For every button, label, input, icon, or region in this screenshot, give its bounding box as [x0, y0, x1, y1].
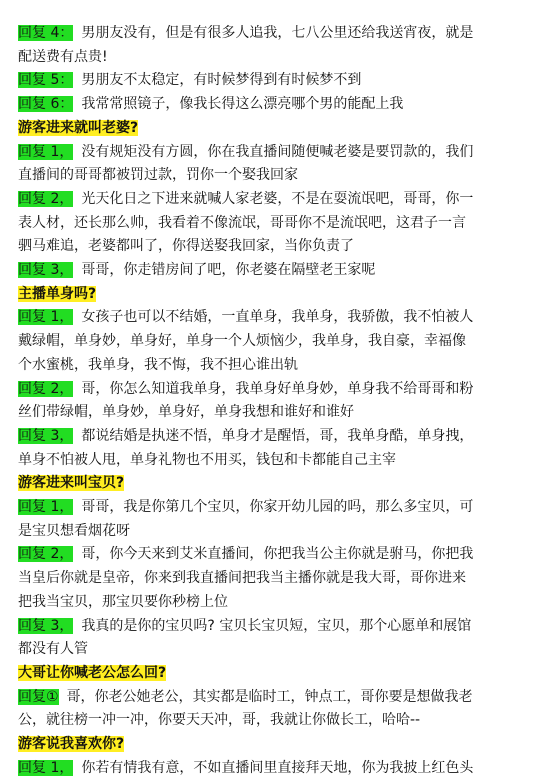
reply-tag: 回复 1， [18, 143, 74, 160]
text-line [18, 686, 538, 710]
reply-tag: 回复 5： [18, 72, 74, 89]
line-text: 表人材，还长那么帅，我看着不像流氓，哥哥你不是流氓吧，这君子一言 [18, 214, 466, 231]
reply-tag: 回复 3， [18, 262, 74, 279]
reply-tag: 回复 3， [18, 427, 74, 444]
text-line [18, 69, 538, 93]
line-text: 戴绿帽，单身妙，单身好，单身一个人烦恼少，我单身，我自豪，幸福像 [18, 333, 466, 350]
text-line [18, 141, 538, 165]
text-line [18, 567, 538, 591]
text-line [18, 188, 538, 212]
line-text: 男朋友没有，但是有很多人追我，七八公里还给我送宵夜，就是 [81, 25, 474, 41]
line-text: 单身不怕被人甩，单身礼物也不用买，钱包和卡都能自己主宰 [18, 451, 396, 468]
document-page [18, 22, 538, 781]
line-text: 哥，你老公她老公，其实都是临时工，钟点工，哥你要是想做我老 [66, 688, 473, 705]
reply-tag: 回复 1， [18, 499, 74, 516]
line-text: 都说结婚是执迷不悟，单身才是醒悟，哥，我单身酷，单身拽， [81, 427, 474, 444]
reply-tag: 回复 2， [18, 546, 74, 563]
text-line [18, 22, 538, 46]
line-text: 直播间的哥哥都被罚过款，罚你一个娶我回家 [18, 167, 298, 184]
text-line [18, 235, 538, 259]
reply-tag: 回复 1， [18, 309, 74, 326]
text-line [18, 306, 538, 330]
section-heading [18, 733, 538, 757]
reply-tag: 回复① [18, 688, 59, 705]
section-heading [18, 472, 538, 496]
reply-tag: 回复 2， [18, 190, 74, 207]
reply-tag: 回复 4： [18, 25, 74, 41]
text-line [18, 401, 538, 425]
question-highlight: 游客进来叫宝贝? [18, 475, 125, 492]
text-line [18, 520, 538, 544]
text-line [18, 757, 538, 781]
text-line [18, 259, 538, 283]
reply-tag: 回复 6： [18, 96, 74, 113]
section-heading [18, 117, 538, 141]
text-line [18, 93, 538, 117]
question-highlight: 游客进来就叫老婆? [18, 119, 139, 136]
text-line [18, 591, 538, 615]
line-text: 哥，你今天来到艾米直播间，你把我当公主你就是驸马，你把我 [81, 546, 474, 563]
line-text: 你若有情我有意，不如直播间里直接拜天地，你为我披上红色头 [81, 759, 474, 776]
line-text: 把我当宝贝，那宝贝要你秒榜上位 [18, 593, 228, 610]
text-line [18, 378, 538, 402]
section-heading [18, 283, 538, 307]
reply-tag: 回复 1， [18, 759, 74, 776]
text-line [18, 212, 538, 236]
text-line [18, 354, 538, 378]
reply-tag: 回复 3， [18, 617, 74, 634]
line-text: 我常常照镜子，像我长得这么漂亮哪个男的能配上我 [81, 96, 404, 113]
line-text: 哥，你怎么知道我单身，我单身好单身妙，单身我不给哥哥和粉 [81, 380, 474, 397]
section-heading [18, 662, 538, 686]
text-line [18, 709, 538, 733]
line-text: 女孩子也可以不结婚，一直单身，我单身，我骄傲，我不怕被人 [81, 309, 474, 326]
text-line [18, 615, 538, 639]
line-text: 光天化日之下进来就喊人家老婆，不是在耍流氓吧，哥哥，你一 [81, 190, 474, 207]
line-text: 我真的是你的宝贝吗? 宝贝长宝贝短，宝贝，那个心愿单和展馆 [81, 617, 472, 634]
text-line [18, 543, 538, 567]
line-text: 都没有人管 [18, 641, 88, 658]
text-line [18, 638, 538, 662]
question-highlight: 游客说我喜欢你? [18, 736, 125, 753]
text-line [18, 449, 538, 473]
line-text: 是宝贝想看烟花呀 [18, 522, 130, 539]
line-text: 公，就往榜一冲一冲，你要天天冲，哥，我就让你做长工，哈哈-- [18, 712, 421, 729]
line-text: 当皇后你就是皇帝，你来到我直播间把我当主播你就是我大哥，哥你进来 [18, 570, 466, 587]
text-line [18, 164, 538, 188]
line-text: 驷马难追，老婆都叫了，你得送娶我回家，当你负责了 [18, 238, 354, 255]
line-text: 男朋友不太稳定，有时候梦得到有时候梦不到 [81, 72, 362, 89]
text-line [18, 330, 538, 354]
question-highlight: 大哥让你喊老公怎么回? [18, 664, 167, 681]
text-line [18, 46, 538, 70]
line-text: 没有规矩没有方圆，你在我直播间随便喊老婆是要罚款的，我们 [81, 143, 474, 160]
line-text: 丝们带绿帽，单身妙，单身好，单身我想和谁好和谁好 [18, 404, 354, 421]
text-line [18, 425, 538, 449]
line-text: 配送费有点贵! [18, 48, 108, 65]
question-highlight: 主播单身吗? [18, 285, 97, 302]
line-text: 哥哥，我是你第几个宝贝，你家开幼儿园的吗，那么多宝贝，可 [81, 499, 474, 516]
text-line [18, 496, 538, 520]
line-text: 哥哥，你走错房间了吧，你老婆在隔壁老王家呢 [81, 262, 376, 279]
reply-tag: 回复 2， [18, 380, 74, 397]
line-text: 个水蜜桃，我单身，我不悔，我不担心谁出轨 [18, 356, 298, 373]
